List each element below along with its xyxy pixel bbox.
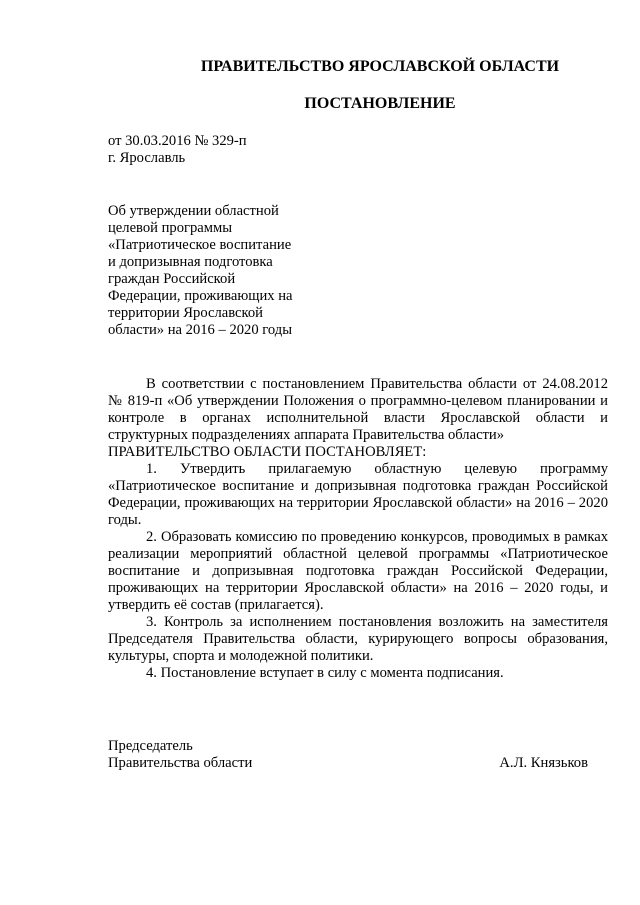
resolution-item-1: 1. Утвердить прилагаемую областную целевую программу «Патриотическое воспитание и допризывная подготовка граждан Российской Федерации, проживающих на территории Ярославской области» на 2016 – 2020 годы. — [108, 461, 608, 528]
signatory-position-line2: Правительства области — [108, 755, 253, 771]
subject-line: «Патриотическое воспитание — [108, 237, 292, 253]
resolves-line: ПРАВИТЕЛЬСТВО ОБЛАСТИ ПОСТАНОВЛЯЕТ: — [108, 444, 427, 460]
resolution-item-3: 3. Контроль за исполнением постановления возложить на заместителя Председателя Правительства области, курирующего вопросы образования, культуры, спорта и молодежной политики. — [108, 614, 608, 664]
subject-line: Об утверждении областной — [108, 203, 279, 219]
document-body — [108, 376, 608, 682]
signature-row — [108, 755, 588, 772]
document-meta — [108, 133, 247, 167]
signatory-position-line1: Председатель — [108, 738, 193, 754]
city: г. Ярославль — [108, 150, 186, 166]
subject-line: области» на 2016 – 2020 годы — [108, 322, 293, 338]
subject-line: целевой программы — [108, 220, 233, 236]
subject-line: граждан Российской — [108, 271, 236, 287]
subject-line: территории Ярославской — [108, 305, 263, 321]
document-type: ПОСТАНОВЛЕНИЕ — [304, 95, 456, 112]
subject-line: и допризывная подготовка — [108, 254, 273, 270]
document-subject — [108, 203, 308, 339]
organization-title: ПРАВИТЕЛЬСТВО ЯРОСЛАВСКОЙ ОБЛАСТИ — [200, 58, 560, 75]
preamble-paragraph: В соответствии с постановлением Правительства области от 24.08.2012 № 819-п «Об утверждении Положения о программно-целевом планировании и контроле в органах исполнительной власти Ярославской области и структурных подразделениях аппарата Правительства области» — [108, 376, 608, 443]
resolution-item-2: 2. Образовать комиссию по проведению конкурсов, проводимых в рамках реализации мероприятий областной целевой программы «Патриотическое воспитание и допризывная подготовка граждан Российской Федерации, проживающих на территории Ярославской области» на 2016 – 2020 годы, и утвердить её состав (прилагается). — [108, 529, 608, 613]
signature-block — [108, 738, 588, 772]
subject-line: Федерации, проживающих на — [108, 288, 293, 304]
resolution-item-4: 4. Постановление вступает в силу с момента подписания. — [146, 665, 504, 681]
date-number: от 30.03.2016 № 329-п — [108, 133, 247, 149]
signatory-name: А.Л. Князьков — [499, 755, 588, 771]
